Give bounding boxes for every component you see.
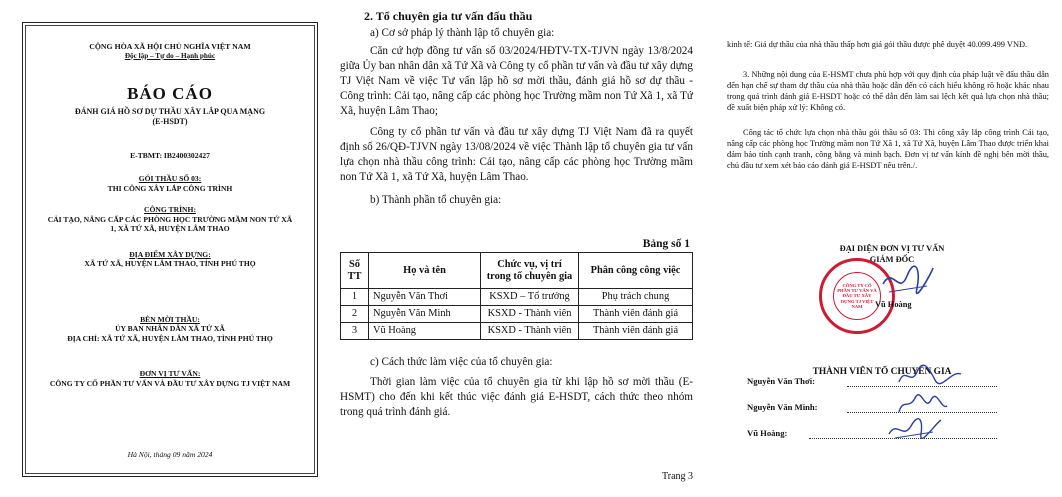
cover-consultant-head: ĐƠN VỊ TƯ VẤN:	[139, 369, 201, 379]
member-signature-1	[895, 364, 965, 388]
cover-title: BÁO CÁO	[127, 83, 213, 103]
cover-project-head: CÔNG TRÌNH:	[144, 205, 196, 215]
table-number: Bảng số 1	[642, 238, 690, 250]
cell-no: 3	[341, 323, 369, 340]
col-header-name: Họ và tên	[369, 253, 481, 289]
cover-location: XÃ TỨ XÃ, HUYỆN LÂM THAO, TỈNH PHÚ THỌ	[84, 259, 256, 269]
table-row	[341, 306, 693, 323]
representative-title: ĐẠI DIỆN ĐƠN VỊ TƯ VẤN	[839, 244, 945, 253]
table-row	[341, 323, 693, 340]
cover-package-head: GÓI THẦU SỐ 03:	[138, 174, 202, 184]
cell-name: Vũ Hoàng	[369, 323, 481, 340]
cover-consultant: CÔNG TY CỔ PHẦN TƯ VẤN VÀ ĐẦU TƯ XÂY DỰNG TJ VIỆT NAM	[49, 378, 291, 388]
cover-package-name: THI CÔNG XÂY LẮP CÔNG TRÌNH	[107, 183, 233, 193]
cover-subtitle-2: (E-HSDT)	[152, 116, 188, 126]
cell-position: KSXD – Tổ trưởng	[481, 289, 579, 306]
member-signature-3	[885, 416, 945, 442]
cell-assignment: Phụ trách chung	[579, 289, 693, 306]
member-name-2: Nguyễn Văn Minh:	[747, 402, 818, 412]
representative-name: Vũ Hoàng	[875, 300, 912, 309]
paragraph-contract-basis: Căn cứ hợp đồng tư vấn số 03/2024/HĐTV-TX-TJVN ngày 13/8/2024 giữa Ủy ban nhân dân xã Tứ Xã và Công ty cổ phần tư vấn và đầu tư xây dựng TJ Việt Nam về việc Tư vấn lập hồ sơ mời thầu, đánh giá hồ sơ dự thầu - Công trình: Cải tạo, nâng cấp các phòng học Trường mầm non Tứ Xã 1, xã Tứ Xã, huyện Lâm Thao;	[340, 45, 693, 118]
cell-position: KSXD - Thành viên	[481, 306, 579, 323]
member-signature-2	[895, 392, 951, 416]
section-heading: 2. Tổ chuyên gia tư vấn đấu thầu	[364, 9, 533, 23]
representative-role: GIÁM ĐỐC	[869, 254, 915, 264]
cover-inviter-address: ĐỊA CHỈ: XÃ TỨ XÃ, HUYỆN LÂM THAO, TỈNH PHÚ THỌ	[67, 333, 273, 343]
col-header-position: Chức vụ, vị trí trong tổ chuyên gia	[481, 253, 579, 289]
member-name-3: Vũ Hoàng:	[747, 428, 788, 438]
cell-assignment: Thành viên đánh giá	[579, 306, 693, 323]
cell-name: Nguyễn Văn Minh	[369, 306, 481, 323]
col-header-no: Số TT	[341, 253, 369, 289]
paragraph-issues: 3. Những nội dung của E-HSMT chưa phù hợp với quy định của pháp luật về đấu thầu dẫn đến hạn chế sự tham dự thầu của nhà thầu hoặc dẫn đến có cách hiểu không rõ hoặc khác nhau trong quá trình đánh giá E-HSDT hoặc có thể dẫn đến làm sai lệch kết quả lựa chọn nhà thầu; đề xuất biện pháp xử lý: Không có.	[727, 70, 1049, 112]
members-title: THÀNH VIÊN TỔ CHUYÊN GIA	[812, 367, 952, 377]
middle-page	[330, 0, 702, 497]
paragraph-conclusion: Công tác tổ chức lựa chọn nhà thầu gói thầu số 03: Thi công xây lắp công trình Cải tạo, nâng cấp các phòng học Trường mầm non Tứ Xã 1, xã Tứ Xã, huyện Lâm Thao được triển khai đảm bảo tính cạnh tranh, công bằng và minh bạch. Đơn vị tư vấn kính đề nghị bên mời thầu, chủ đầu tư xem xét báo cáo đánh giá E-HSDT nêu trên./.	[727, 128, 1049, 170]
cover-inner-frame	[25, 25, 315, 474]
col-header-assignment: Phân công công việc	[579, 253, 693, 289]
table-header-row	[341, 253, 693, 289]
cover-page	[22, 22, 318, 477]
cell-assignment: Thành viên đánh giá	[579, 323, 693, 340]
page-number: Trang 3	[662, 471, 694, 482]
paragraph-decision: Công ty cổ phần tư vấn và đầu tư xây dựng TJ Việt Nam đã ra quyết định số 26/QĐ-TJVN ngày 13/08/2024 về việc Thành lập tổ chuyên gia tư vấn lựa chọn nhà thầu công trình: Cải tạo, nâng cấp các phòng học Trường mầm non Tứ Xã 1, xã Tứ Xã, huyện Lâm Thao.	[340, 126, 693, 184]
right-page	[727, 0, 1055, 497]
member-name-1: Nguyễn Văn Thơi:	[747, 376, 815, 386]
expert-team-table	[340, 252, 693, 340]
subsection-a-label: a) Cơ sở pháp lý thành lập tổ chuyên gia:	[370, 27, 555, 39]
seal-text: CÔNG TY CỔ PHẦN TƯ VẤN VÀ ĐẦU TƯ XÂY DỰNG TJ VIỆT NAM	[837, 283, 877, 309]
cell-name: Nguyễn Văn Thơi	[369, 289, 481, 306]
cover-motto: Độc lập – Tự do – Hạnh phúc	[124, 51, 216, 60]
cell-position: KSXD - Thành viên	[481, 323, 579, 340]
seal-inner-ring	[833, 272, 881, 320]
paragraph-price: kinh tế: Giá dự thầu của nhà thầu thấp hơn giá gói thầu được phê duyệt 40.099.499 VNĐ.	[727, 40, 1028, 49]
subsection-c-label: c) Cách thức làm việc của tổ chuyên gia:	[370, 356, 553, 368]
table-row	[341, 289, 693, 306]
cover-subtitle-1: ĐÁNH GIÁ HỒ SƠ DỰ THẦU XÂY LẮP QUA MẠNG	[74, 106, 266, 116]
cover-inviter-head: BÊN MỜI THẦU:	[140, 314, 200, 324]
cell-no: 2	[341, 306, 369, 323]
cover-location-head: ĐỊA ĐIỂM XÂY DỰNG:	[129, 249, 211, 259]
subsection-b-label: b) Thành phần tổ chuyên gia:	[370, 194, 502, 206]
cell-no: 1	[341, 289, 369, 306]
cover-ebmt: E-TBMT: IB2400302427	[130, 150, 210, 160]
cover-date: Hà Nội, tháng 09 năm 2024	[127, 449, 213, 459]
cover-project-line-2: 1, XÃ TỨ XÃ, HUYỆN LÂM THAO	[110, 224, 230, 234]
cover-inviter: ỦY BAN NHÂN DÂN XÃ TỨ XÃ	[115, 324, 225, 334]
director-signature	[877, 262, 937, 302]
paragraph-working-method: Thời gian làm việc của tổ chuyên gia từ khi lập hồ sơ mời thầu (E-HSMT) cho đến khi kết thúc việc đánh giá E-HSDT, cách thức theo nhóm trong quá trình đánh giá.	[340, 376, 693, 419]
cover-project-line-1: CẢI TẠO, NÂNG CẤP CÁC PHÒNG HỌC TRƯỜNG MẦM NON TỨ XÃ	[47, 214, 293, 224]
cover-nation: CỘNG HÒA XÃ HỘI CHỦ NGHĨA VIỆT NAM	[89, 42, 251, 51]
